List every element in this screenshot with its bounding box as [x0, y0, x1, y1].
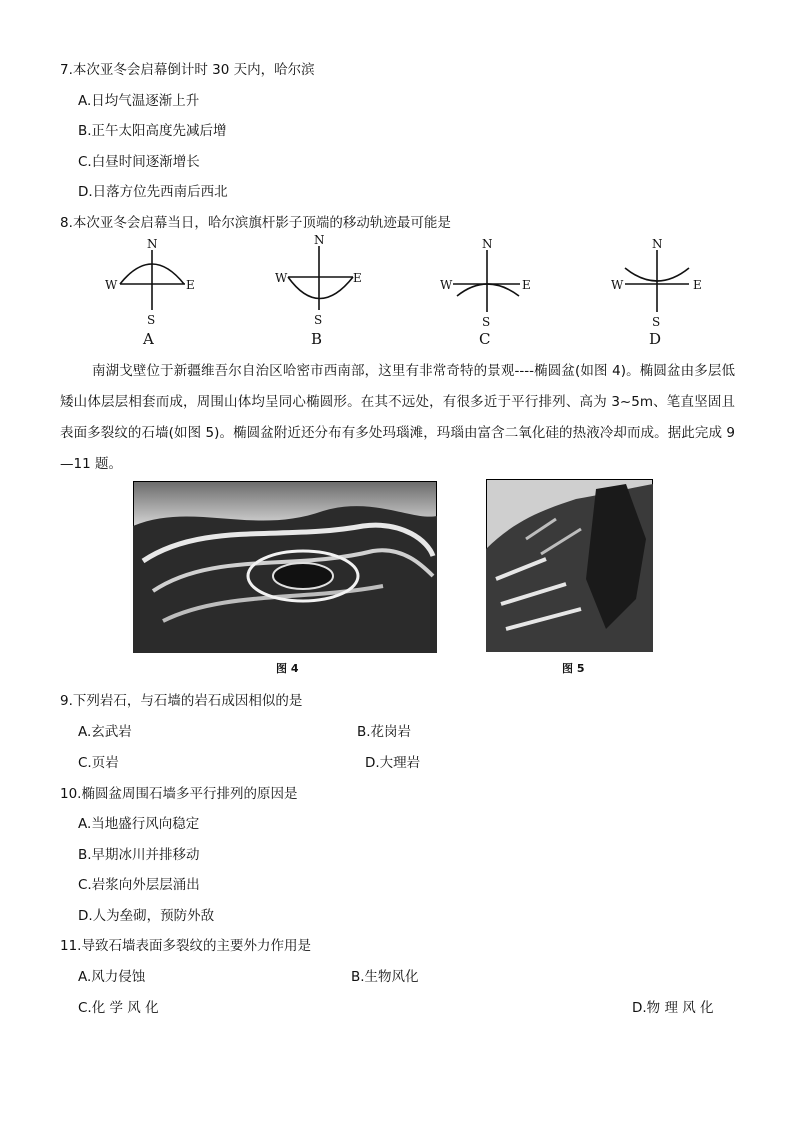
q9-stem: 9.下列岩石，与石墙的岩石成因相似的是 — [60, 693, 303, 709]
diagram-d — [611, 237, 702, 347]
diagram-label-a: A — [143, 330, 154, 347]
compass-n: N — [652, 237, 663, 251]
compass-w: W — [275, 271, 288, 285]
q10-stem: 10.椭圆盆周围石墙多平行排列的原因是 — [60, 786, 298, 802]
compass-w: W — [440, 278, 453, 292]
q11-option-b: B.生物风化 — [351, 969, 419, 985]
figure-5-photo — [486, 479, 653, 652]
compass-e: E — [186, 278, 195, 292]
q9-option-b: B.花岗岩 — [357, 724, 412, 740]
q7-stem: 7.本次亚冬会启幕倒计时 30 天内，哈尔滨 — [60, 62, 315, 78]
figure-4-photo — [133, 481, 437, 653]
q11-stem: 11.导致石墙表面多裂纹的主要外力作用是 — [60, 938, 311, 954]
diagram-a — [105, 237, 195, 347]
q10-option-a: A.当地盛行风向稳定 — [78, 816, 200, 832]
q11-option-a: A.风力侵蚀 — [78, 969, 146, 985]
compass-e: E — [353, 271, 362, 285]
compass-s: S — [652, 315, 661, 329]
diagram-label-b: B — [311, 330, 323, 347]
figure-5-caption: 图 5 — [562, 662, 585, 675]
compass-n: N — [314, 233, 325, 247]
compass-e: E — [693, 278, 702, 292]
diagram-label-c: C — [479, 330, 491, 347]
q11-option-c: C.化 学 风 化 — [78, 1000, 159, 1016]
compass-w: W — [611, 278, 624, 292]
compass-e: E — [522, 278, 531, 292]
q9-option-a: A.玄武岩 — [78, 724, 132, 740]
compass-w: W — [105, 278, 118, 292]
q8-stem: 8.本次亚冬会启幕当日，哈尔滨旗杆影子顶端的移动轨迹最可能是 — [60, 215, 451, 231]
q11-option-d: D.物 理 风 化 — [632, 1000, 714, 1016]
q9-option-c: C.页岩 — [78, 755, 119, 771]
diagram-c — [440, 237, 531, 347]
diagram-b — [275, 233, 362, 347]
compass-s: S — [482, 315, 491, 329]
q7-option-b: B.正午太阳高度先减后增 — [78, 123, 227, 139]
compass-s: S — [147, 313, 156, 327]
q10-option-b: B.早期冰川并排移动 — [78, 847, 200, 863]
figure-4-caption: 图 4 — [276, 662, 299, 675]
compass-n: N — [482, 237, 493, 251]
q7-option-d: D.日落方位先西南后西北 — [78, 184, 228, 200]
compass-n: N — [147, 237, 158, 251]
q10-option-d: D.人为垒砌，预防外敌 — [78, 908, 215, 924]
diagram-label-d: D — [649, 330, 662, 347]
passage-text: 南湖戈壁位于新疆维吾尔自治区哈密市西南部，这里有非常奇特的景观----椭圆盆(如图 4)。椭圆盆由多层低矮山体层层相套而成，周围山体均呈同心椭圆形。在其不远处，有很多近于平行排列、高为 3~5m、笔直坚固且表面多裂纹的石墙(如图 5)。椭圆盆附近还分布有多处玛瑙滩，玛瑙由富含二氧化硅的热液冷却而成。据此完成 9—11 题。 — [60, 363, 735, 472]
q9-option-d: D.大理岩 — [365, 755, 421, 771]
q10-option-c: C.岩浆向外层层涌出 — [78, 877, 200, 893]
compass-s: S — [314, 313, 323, 327]
q7-option-c: C.白昼时间逐渐增长 — [78, 154, 200, 170]
shadow-trajectory-diagrams — [95, 232, 715, 347]
q7-option-a: A.日均气温逐渐上升 — [78, 93, 200, 109]
